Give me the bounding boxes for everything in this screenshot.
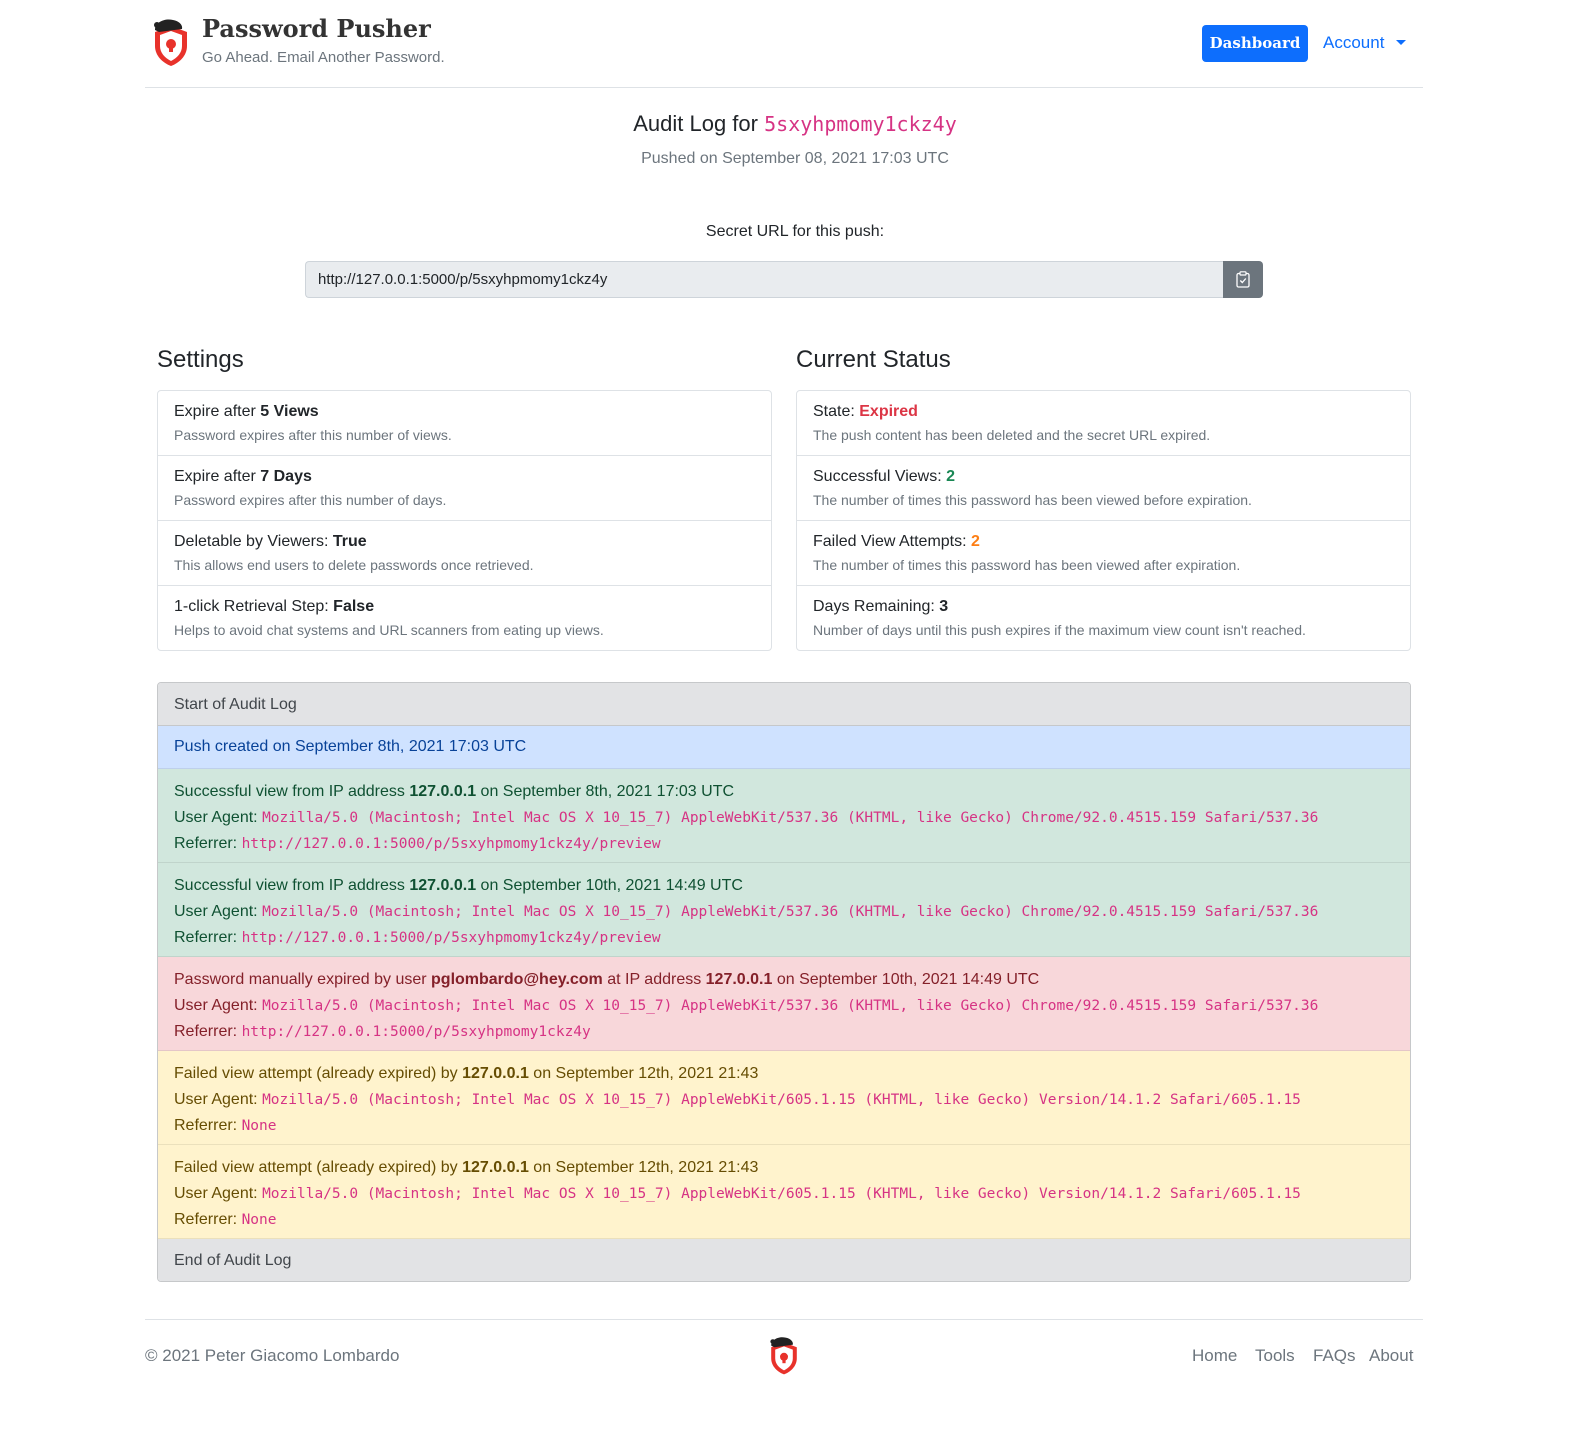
title-prefix: Audit Log for bbox=[633, 111, 758, 136]
audit-event-failed-view bbox=[158, 1051, 1410, 1145]
status-successful-views bbox=[797, 456, 1410, 521]
audit-log-start: Start of Audit Log bbox=[158, 683, 1410, 726]
setting-label: Expire after bbox=[174, 468, 261, 485]
referrer-label: Referrer: bbox=[174, 1117, 238, 1134]
user-agent-value: Mozilla/5.0 (Macintosh; Intel Mac OS X 10_15_7) AppleWebKit/605.1.15 (KHTML, like Gecko) Version/14.1.2 Safari/605.1.15 bbox=[262, 1186, 1301, 1202]
event-text: at IP address bbox=[602, 971, 706, 988]
setting-description: Password expires after this number of views. bbox=[174, 427, 452, 443]
event-text: on September 12th, 2021 21:43 bbox=[528, 1159, 759, 1176]
referrer-label: Referrer: bbox=[174, 929, 238, 946]
event-text: Failed view attempt (already expired) by bbox=[174, 1159, 463, 1176]
status-state bbox=[797, 391, 1410, 456]
successful-views-count: 2 bbox=[946, 468, 955, 485]
audit-event-expired bbox=[158, 957, 1410, 1051]
audit-event-failed-view bbox=[158, 1145, 1410, 1239]
setting-value: 5 Views bbox=[260, 403, 319, 420]
event-ip: 127.0.0.1 bbox=[462, 1159, 529, 1176]
event-text: Successful view from IP address bbox=[174, 877, 410, 894]
footer-link-about[interactable]: About bbox=[1369, 1346, 1414, 1365]
referrer-value: http://127.0.0.1:5000/p/5sxyhpmomy1ckz4y bbox=[241, 1024, 591, 1040]
event-text: Successful view from IP address bbox=[174, 783, 410, 800]
audit-event-view bbox=[158, 863, 1410, 957]
setting-value: 7 Days bbox=[260, 468, 312, 485]
user-agent-label: User Agent: bbox=[174, 997, 258, 1014]
setting-value: False bbox=[333, 598, 375, 615]
chevron-down-icon[interactable] bbox=[1396, 40, 1406, 45]
setting-description: This allows end users to delete passwords once retrieved. bbox=[174, 557, 534, 573]
failed-attempts-count: 2 bbox=[971, 533, 980, 550]
event-ip: 127.0.0.1 bbox=[409, 783, 477, 800]
status-failed-attempts bbox=[797, 521, 1410, 586]
settings-list bbox=[157, 390, 772, 651]
setting-label: Deletable by Viewers: bbox=[174, 533, 333, 550]
event-ip: 127.0.0.1 bbox=[409, 877, 477, 894]
setting-description: Password expires after this number of days. bbox=[174, 492, 447, 508]
setting-retrieval-step bbox=[158, 586, 771, 650]
status-description: Number of days until this push expires if the maximum view count isn't reached. bbox=[813, 622, 1306, 638]
user-agent-value: Mozilla/5.0 (Macintosh; Intel Mac OS X 10_15_7) AppleWebKit/605.1.15 (KHTML, like Gecko) Version/14.1.2 Safari/605.1.15 bbox=[262, 1092, 1301, 1108]
secret-url-field[interactable]: http://127.0.0.1:5000/p/5sxyhpmomy1ckz4y bbox=[305, 261, 1223, 298]
setting-description: Helps to avoid chat systems and URL scanners from eating up views. bbox=[174, 622, 604, 638]
status-days-remaining bbox=[797, 586, 1410, 650]
user-agent-value: Mozilla/5.0 (Macintosh; Intel Mac OS X 10_15_7) AppleWebKit/537.36 (KHTML, like Gecko) Chrome/92.0.4515.159 Safari/537.36 bbox=[262, 810, 1319, 826]
event-text: on September 12th, 2021 21:43 bbox=[528, 1065, 759, 1082]
footer-link-home[interactable]: Home bbox=[1192, 1346, 1238, 1365]
dashboard-button[interactable]: Dashboard bbox=[1202, 25, 1308, 62]
event-ip: 127.0.0.1 bbox=[462, 1065, 529, 1082]
setting-value: True bbox=[332, 533, 367, 550]
audit-event-view bbox=[158, 769, 1410, 863]
user-agent-label: User Agent: bbox=[174, 903, 258, 920]
referrer-value: http://127.0.0.1:5000/p/5sxyhpmomy1ckz4y/preview bbox=[241, 930, 661, 946]
referrer-label: Referrer: bbox=[174, 835, 238, 852]
event-ip: 127.0.0.1 bbox=[705, 971, 773, 988]
user-agent-label: User Agent: bbox=[174, 1091, 258, 1108]
status-label: Successful Views: bbox=[813, 468, 947, 485]
event-user: pglombardo@hey.com bbox=[431, 971, 603, 988]
status-description: The push content has been deleted and the secret URL expired. bbox=[813, 427, 1211, 443]
referrer-value: None bbox=[241, 1212, 277, 1228]
footer-link-tools[interactable]: Tools bbox=[1255, 1346, 1295, 1365]
setting-deletable bbox=[158, 521, 771, 586]
audit-event-created: Push created on September 8th, 2021 17:03 UTC bbox=[158, 726, 1410, 769]
referrer-label: Referrer: bbox=[174, 1023, 238, 1040]
status-label: Failed View Attempts: bbox=[813, 533, 971, 550]
referrer-value: http://127.0.0.1:5000/p/5sxyhpmomy1ckz4y/preview bbox=[241, 836, 661, 852]
days-remaining-count: 3 bbox=[939, 598, 949, 615]
setting-label: 1-click Retrieval Step: bbox=[174, 598, 334, 615]
status-description: The number of times this password has been viewed after expiration. bbox=[813, 557, 1241, 573]
footer-divider bbox=[145, 1319, 1423, 1320]
site-header bbox=[145, 0, 1423, 88]
footer-link-faqs[interactable]: FAQs bbox=[1313, 1346, 1356, 1365]
setting-expire-days bbox=[158, 456, 771, 521]
footer-logo-icon bbox=[766, 1336, 802, 1376]
pushed-on-text: Pushed on September 08, 2021 17:03 UTC bbox=[641, 150, 949, 167]
push-id: 5sxyhpmomy1ckz4y bbox=[764, 112, 957, 136]
brand-tagline: Go Ahead. Email Another Password. bbox=[202, 49, 445, 66]
referrer-value: None bbox=[241, 1118, 277, 1134]
footer-copyright: © 2021 Peter Giacomo Lombardo bbox=[145, 1346, 400, 1365]
referrer-label: Referrer: bbox=[174, 1211, 238, 1228]
secret-url-group bbox=[305, 261, 1263, 298]
event-text: on September 10th, 2021 14:49 UTC bbox=[772, 971, 1040, 988]
setting-label: Expire after bbox=[174, 403, 261, 420]
event-text: Password manually expired by user bbox=[174, 971, 432, 988]
secret-url-label: Secret URL for this push: bbox=[705, 223, 885, 240]
user-agent-value: Mozilla/5.0 (Macintosh; Intel Mac OS X 10_15_7) AppleWebKit/537.36 (KHTML, like Gecko) Chrome/92.0.4515.159 Safari/537.36 bbox=[262, 998, 1319, 1014]
brand-title[interactable]: Password Pusher bbox=[202, 14, 431, 43]
account-dropdown[interactable]: Account bbox=[1323, 33, 1385, 52]
event-text: on September 10th, 2021 14:49 UTC bbox=[476, 877, 743, 894]
setting-expire-views bbox=[158, 391, 771, 456]
event-text: on September 8th, 2021 17:03 UTC bbox=[476, 783, 735, 800]
status-label: State: bbox=[813, 403, 860, 420]
status-description: The number of times this password has been viewed before expiration. bbox=[813, 492, 1252, 508]
user-agent-label: User Agent: bbox=[174, 1185, 258, 1202]
status-label: Days Remaining: bbox=[813, 598, 940, 615]
user-agent-value: Mozilla/5.0 (Macintosh; Intel Mac OS X 10_15_7) AppleWebKit/537.36 (KHTML, like Gecko) Chrome/92.0.4515.159 Safari/537.36 bbox=[262, 904, 1319, 920]
status-list bbox=[796, 390, 1411, 651]
user-agent-label: User Agent: bbox=[174, 809, 258, 826]
app-logo-icon[interactable] bbox=[149, 18, 193, 68]
audit-log-end: End of Audit Log bbox=[158, 1239, 1410, 1281]
copy-url-button[interactable] bbox=[1223, 261, 1263, 298]
page-title bbox=[0, 111, 1590, 137]
clipboard-icon bbox=[1236, 271, 1250, 288]
status-badge: Expired bbox=[859, 403, 918, 420]
audit-log bbox=[157, 682, 1411, 1282]
settings-heading: Settings bbox=[157, 346, 244, 373]
status-heading: Current Status bbox=[796, 346, 951, 373]
event-text: Failed view attempt (already expired) by bbox=[174, 1065, 463, 1082]
